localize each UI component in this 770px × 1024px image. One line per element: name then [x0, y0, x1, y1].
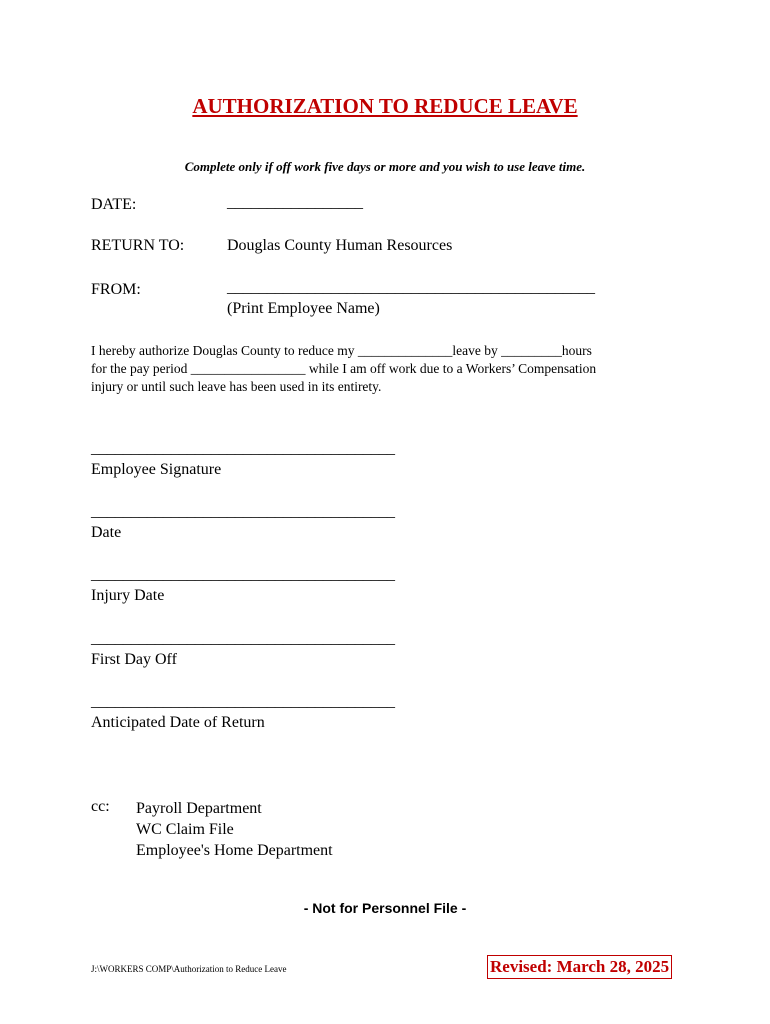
employee-signature-label: Employee Signature	[91, 461, 222, 478]
injury-date-label: Injury Date	[91, 587, 165, 604]
form-instructions: Complete only if off work five days or more and you wish to use leave time.	[184, 159, 586, 174]
first-day-off-blank[interactable]: ______________________________________	[91, 630, 395, 647]
date-signed-label: Date	[91, 524, 122, 541]
employee-name-caption: (Print Employee Name)	[227, 300, 380, 317]
not-for-personnel-file: - Not for Personnel File -	[303, 900, 467, 916]
from-label: FROM:	[91, 281, 141, 298]
cc-item: Employee's Home Department	[136, 842, 333, 859]
employee-signature-blank[interactable]: ______________________________________	[91, 440, 395, 457]
date-signed-blank[interactable]: ______________________________________	[91, 503, 395, 520]
cc-item: Payroll Department	[136, 800, 262, 817]
paragraph-line: injury or until such leave has been used in its entirety.	[91, 379, 382, 394]
return-to-label: RETURN TO:	[91, 237, 185, 254]
return-to-value: Douglas County Human Resources	[227, 237, 453, 254]
date-blank[interactable]: _________________	[227, 194, 363, 211]
paragraph-line: I hereby authorize Douglas County to reduce my ______________leave by _________hours	[91, 343, 592, 358]
cc-label: cc:	[91, 798, 110, 815]
paragraph-line: for the pay period _________________ while I am off work due to a Workers’ Compensation	[91, 361, 597, 376]
cc-item: WC Claim File	[136, 821, 234, 838]
authorization-paragraph	[91, 342, 681, 396]
injury-date-blank[interactable]: ______________________________________	[91, 566, 395, 583]
employee-name-blank[interactable]: ______________________________________________	[227, 279, 595, 296]
file-path: J:\WORKERS COMP\Authorization to Reduce Leave	[91, 964, 287, 974]
anticipated-return-label: Anticipated Date of Return	[91, 714, 265, 731]
date-label: DATE:	[91, 196, 137, 213]
first-day-off-label: First Day Off	[91, 651, 177, 668]
anticipated-return-blank[interactable]: ______________________________________	[91, 693, 395, 710]
revised-date-box: Revised: March 28, 2025	[487, 955, 672, 979]
form-title: AUTHORIZATION TO REDUCE LEAVE	[192, 94, 578, 118]
cc-list	[136, 798, 333, 861]
